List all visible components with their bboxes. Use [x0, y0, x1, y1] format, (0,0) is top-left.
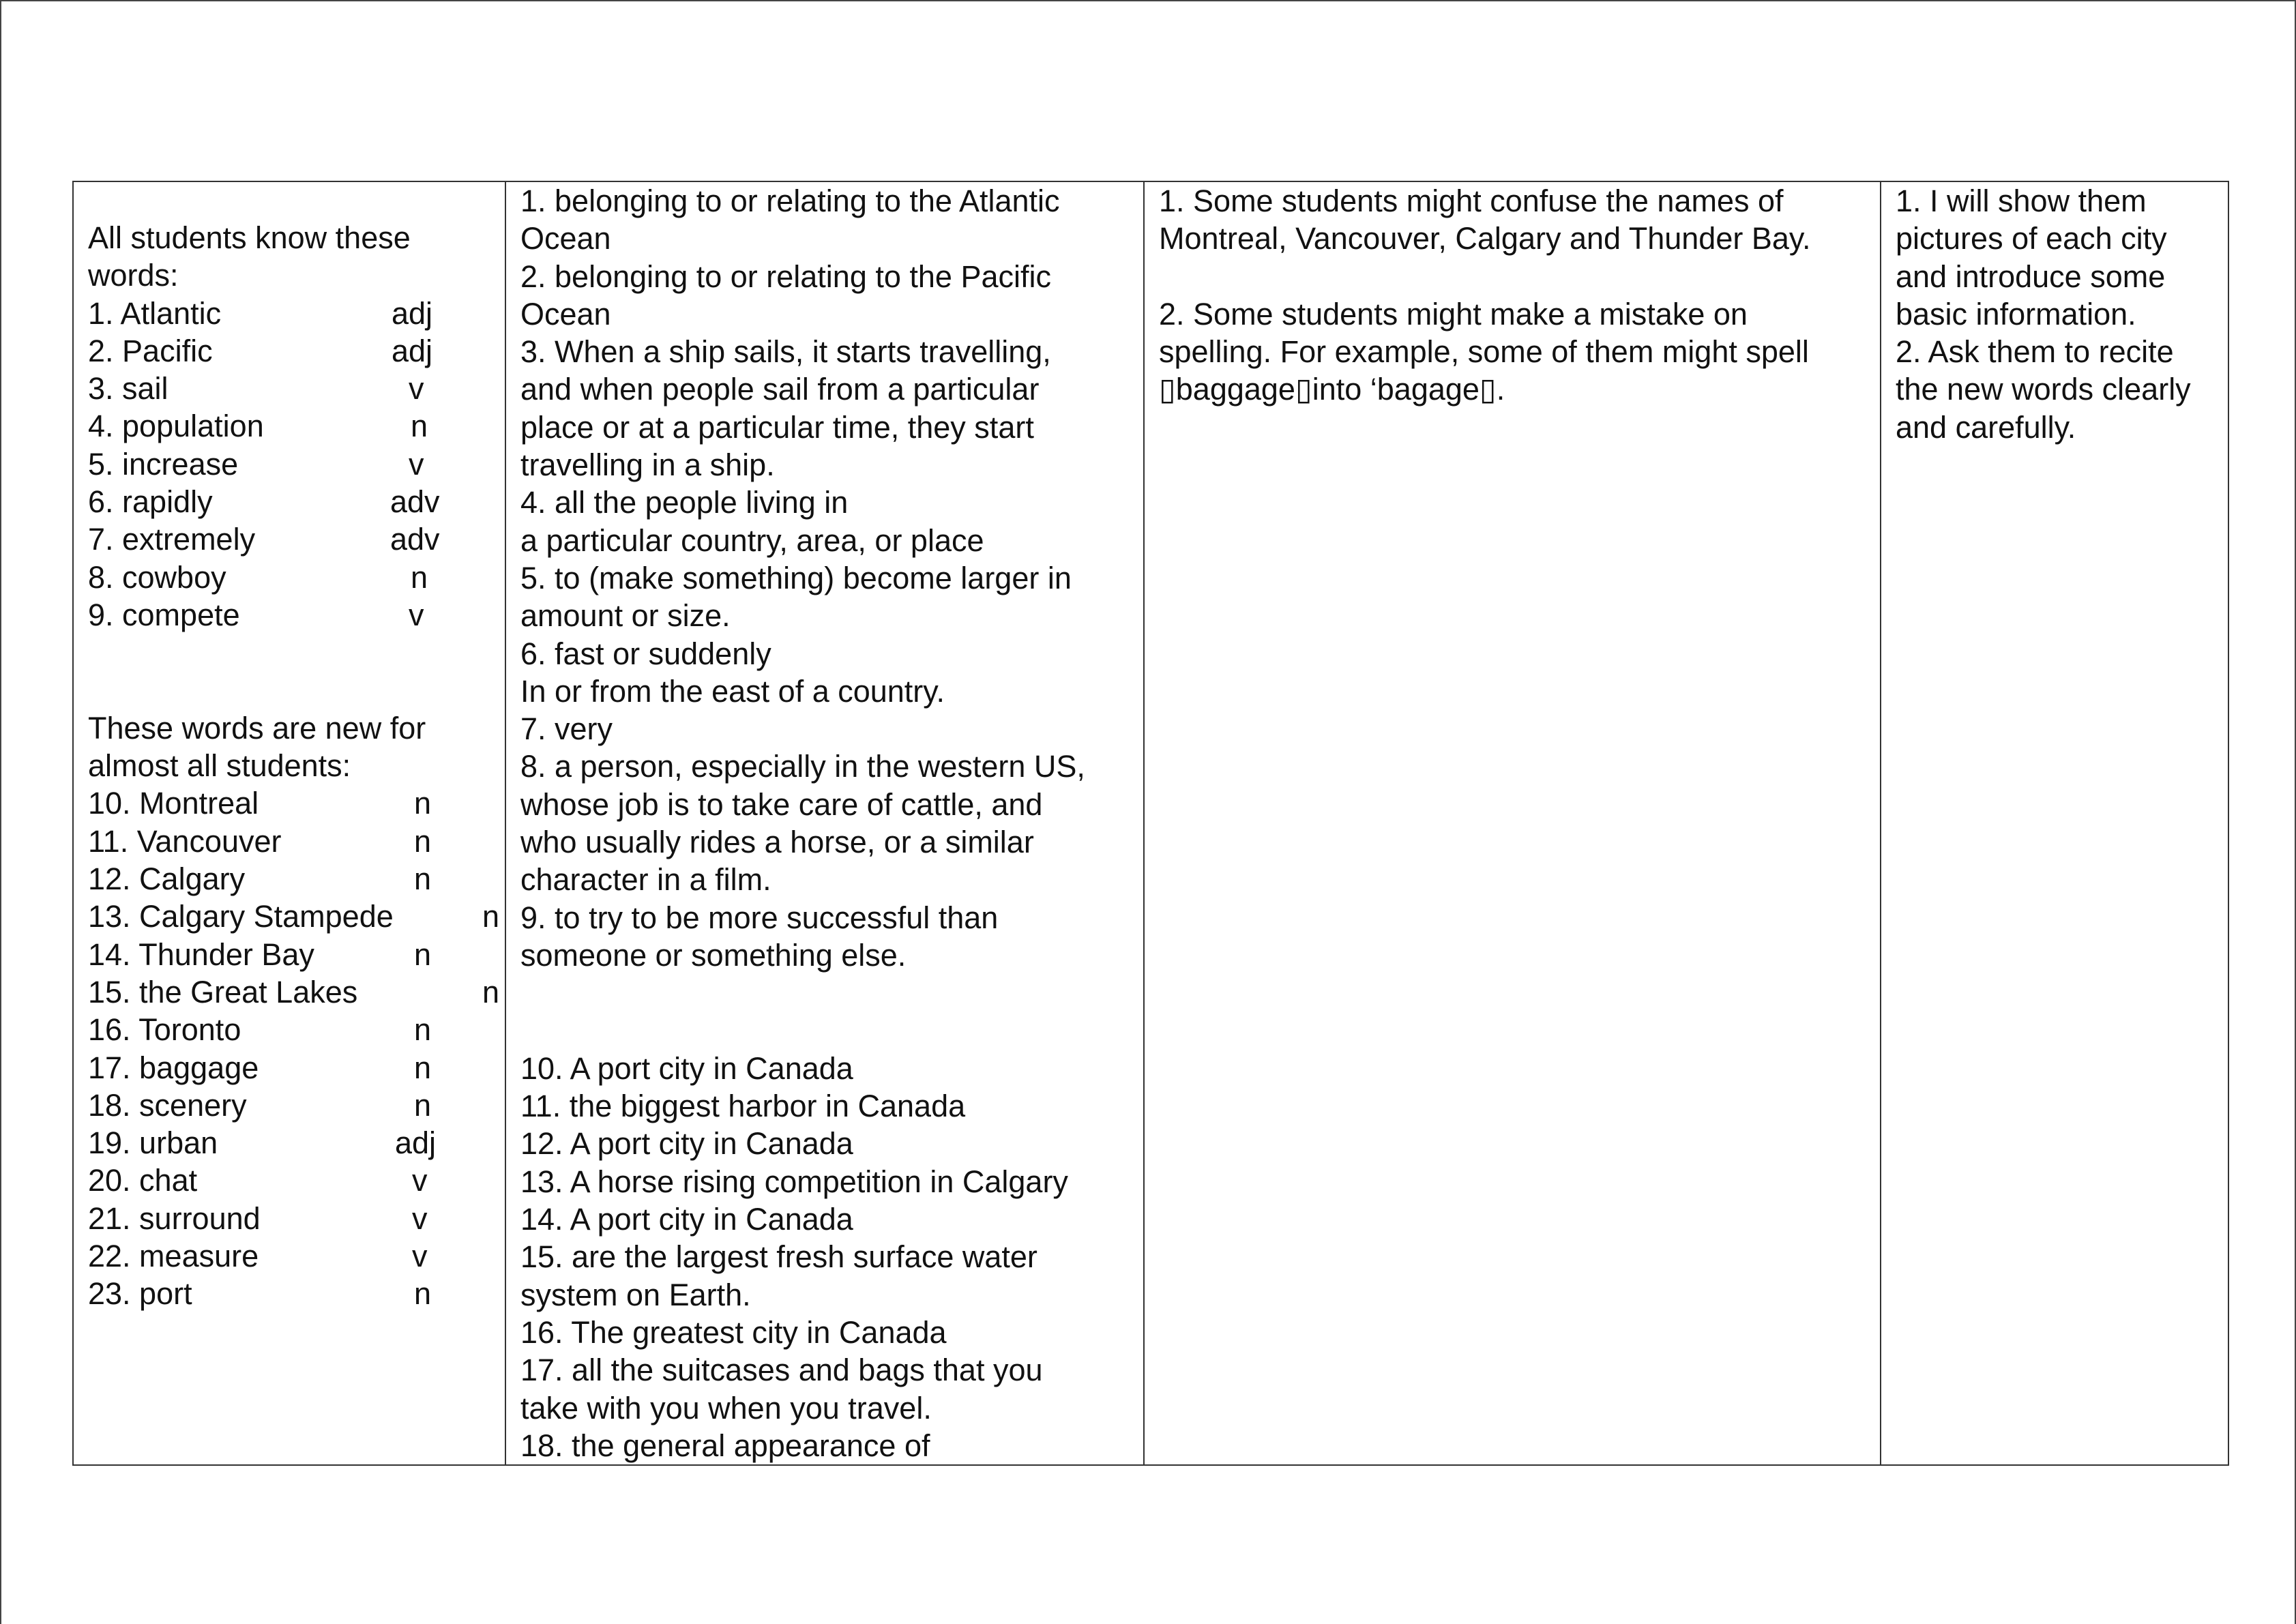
part-of-speech: n: [414, 1050, 432, 1085]
difficulty-line: Montreal, Vancouver, Calgary and Thunder Bay.: [1159, 221, 1811, 256]
definition-line: whose job is to take care of cattle, and: [520, 786, 1043, 822]
word-row: [88, 784, 498, 822]
definitions-list-known: [520, 182, 1136, 974]
part-of-speech: n: [414, 861, 432, 897]
part-of-speech: v: [412, 1163, 428, 1198]
solutions-list: [1896, 182, 2221, 446]
word-row: [88, 898, 498, 935]
word-row: [88, 860, 498, 898]
part-of-speech: n: [414, 936, 432, 972]
word-row: [88, 823, 498, 860]
word-row: [88, 332, 498, 370]
definitions-cell: [505, 181, 1144, 1465]
definition-line: 13. A horse rising competition in Calgary: [520, 1164, 1068, 1199]
word-text: 13. Calgary Stampede: [88, 899, 394, 934]
definition-line: 16. The greatest city in Canada: [520, 1314, 947, 1350]
difficulty-item-2: [1159, 295, 1873, 409]
word-text: 3. sail: [88, 371, 168, 407]
word-row: [88, 1200, 498, 1237]
definition-line: who usually rides a horse, or a similar: [520, 825, 1034, 860]
word-text: 9. compete: [88, 597, 240, 632]
definition-line: 11. the biggest harbor in Canada: [520, 1089, 966, 1124]
definition-line: 18. the general appearance of: [520, 1428, 930, 1463]
word-text: 19. urban: [88, 1125, 218, 1161]
word-row: [88, 1237, 498, 1275]
word-row: [88, 936, 498, 973]
part-of-speech: adj: [392, 295, 433, 331]
part-of-speech: n: [414, 1087, 432, 1123]
part-of-speech: n: [414, 786, 432, 821]
definition-line: take with you when you travel.: [520, 1390, 932, 1426]
part-of-speech: adv: [390, 522, 440, 557]
definition-line: amount or size.: [520, 598, 731, 634]
new-words-heading-line-1: These words are new for: [88, 710, 426, 745]
word-row: [88, 370, 498, 407]
definition-line: 17. all the suitcases and bags that you: [520, 1353, 1043, 1388]
solution-line: and introduce some: [1896, 259, 2166, 294]
solutions-cell: [1881, 181, 2228, 1465]
word-row: [88, 559, 498, 596]
part-of-speech: n: [414, 1012, 432, 1048]
word-text: 22. measure: [88, 1239, 259, 1274]
known-words-list: [88, 295, 498, 634]
difficulty-line: 2. Some students might make a mistake on: [1159, 296, 1748, 331]
part-of-speech: v: [409, 446, 424, 482]
word-row: [88, 1162, 498, 1199]
difficulty-line: ▯baggage▯into ‘bagage▯.: [1159, 372, 1505, 407]
word-text: 4. population: [88, 409, 264, 444]
word-text: 17. baggage: [88, 1050, 259, 1085]
difficulty-line: spelling. For example, some of them might spell: [1159, 334, 1809, 370]
new-words-list: [88, 784, 498, 1312]
word-row: [88, 1011, 498, 1048]
definition-line: 8. a person, especially in the western US,: [520, 749, 1085, 784]
definition-line: Ocean: [520, 296, 611, 331]
definition-line: 9. to try to be more successful than: [520, 900, 999, 935]
definition-line: a particular country, area, or place: [520, 522, 984, 558]
definition-line: 12. A port city in Canada: [520, 1126, 853, 1162]
definitions-list-new: [520, 1050, 1136, 1464]
part-of-speech: v: [409, 597, 424, 632]
definition-line: system on Earth.: [520, 1277, 751, 1312]
definition-line: travelling in a ship.: [520, 447, 775, 483]
word-text: 8. cowboy: [88, 559, 226, 595]
part-of-speech: n: [482, 974, 500, 1009]
solution-line: the new words clearly: [1896, 372, 2191, 407]
definition-line: 1. belonging to or relating to the Atlantic: [520, 183, 1060, 218]
word-row: [88, 407, 498, 445]
word-text: 20. chat: [88, 1163, 198, 1198]
definition-line: someone or something else.: [520, 937, 907, 973]
part-of-speech: v: [409, 371, 424, 407]
part-of-speech: n: [411, 559, 428, 595]
solution-line: pictures of each city: [1896, 221, 2167, 256]
word-text: 11. Vancouver: [88, 823, 282, 859]
solution-line: 2. Ask them to recite: [1896, 334, 2174, 370]
definition-line: and when people sail from a particular: [520, 372, 1040, 407]
part-of-speech: adv: [390, 484, 440, 520]
definition-line: 10. A port city in Canada: [520, 1050, 853, 1086]
definition-line: 2. belonging to or relating to the Pacific: [520, 259, 1051, 294]
difficulties-cell: [1144, 181, 1881, 1465]
word-row: [88, 1087, 498, 1124]
definition-line: place or at a particular time, they start: [520, 409, 1034, 445]
word-text: 1. Atlantic: [88, 295, 222, 331]
part-of-speech: v: [412, 1200, 428, 1236]
part-of-speech: n: [482, 899, 500, 934]
difficulty-item-1: [1159, 182, 1873, 258]
known-words-heading-line-1: All students know these: [88, 220, 411, 255]
vocabulary-table: [72, 181, 2229, 1466]
word-list-cell: [73, 181, 505, 1465]
definition-line: 3. When a ship sails, it starts travelling,: [520, 334, 1051, 370]
word-row: [88, 1049, 498, 1087]
word-row: [88, 483, 498, 520]
definition-line: 4. all the people living in: [520, 485, 849, 520]
word-row: [88, 1275, 498, 1312]
word-row: [88, 596, 498, 634]
word-text: 12. Calgary: [88, 861, 246, 897]
difficulty-line: 1. Some students might confuse the names of: [1159, 183, 1784, 218]
solution-line: 1. I will show them: [1896, 183, 2147, 218]
solution-line: and carefully.: [1896, 409, 2076, 445]
part-of-speech: n: [414, 823, 432, 859]
word-row: [88, 973, 498, 1011]
word-text: 21. surround: [88, 1200, 261, 1236]
part-of-speech: v: [412, 1239, 428, 1274]
definition-line: 7. very: [520, 711, 613, 747]
definition-line: character in a film.: [520, 862, 771, 898]
word-text: 16. Toronto: [88, 1012, 241, 1048]
definition-line: In or from the east of a country.: [520, 673, 945, 709]
known-words-heading-line-2: words:: [88, 258, 179, 293]
definition-line: 15. are the largest fresh surface water: [520, 1239, 1037, 1275]
part-of-speech: adj: [392, 333, 433, 368]
definition-line: 14. A port city in Canada: [520, 1202, 853, 1237]
word-text: 23. port: [88, 1276, 192, 1312]
table-row: [73, 181, 2228, 1465]
word-text: 14. Thunder Bay: [88, 936, 314, 972]
word-text: 15. the Great Lakes: [88, 974, 358, 1009]
definition-line: 5. to (make something) become larger in: [520, 560, 1072, 595]
word-text: 18. scenery: [88, 1087, 247, 1123]
word-text: 7. extremely: [88, 522, 256, 557]
definition-line: 6. fast or suddenly: [520, 636, 771, 671]
word-row: [88, 520, 498, 558]
word-text: 6. rapidly: [88, 484, 213, 520]
part-of-speech: n: [411, 409, 428, 444]
word-text: 5. increase: [88, 446, 239, 482]
new-words-heading-line-2: almost all students:: [88, 748, 351, 784]
word-text: 2. Pacific: [88, 333, 213, 368]
part-of-speech: adj: [395, 1125, 437, 1161]
word-row: [88, 445, 498, 483]
word-row: [88, 295, 498, 332]
solution-line: basic information.: [1896, 296, 2136, 331]
definition-line: Ocean: [520, 221, 611, 256]
word-text: 10. Montreal: [88, 786, 259, 821]
word-row: [88, 1124, 498, 1162]
part-of-speech: n: [414, 1276, 432, 1312]
